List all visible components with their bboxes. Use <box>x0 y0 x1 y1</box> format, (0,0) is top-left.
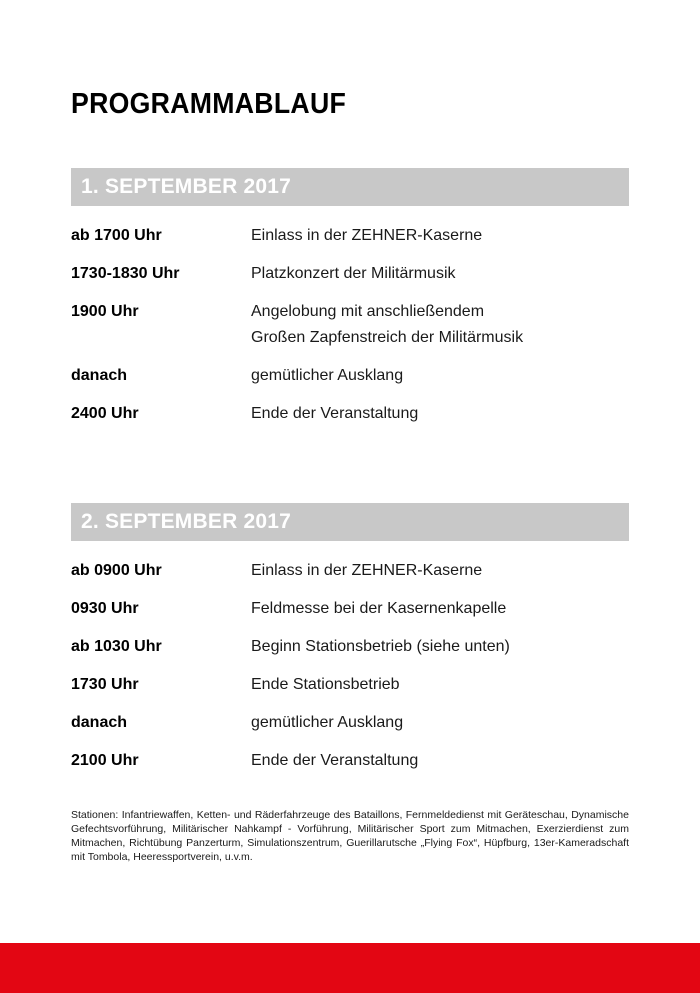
schedule-time: ab 0900 Uhr <box>71 562 162 579</box>
schedule-description <box>251 261 629 287</box>
description-line: Beginn Stationsbetrieb (siehe unten) <box>251 638 510 655</box>
day-section-1 <box>71 168 629 439</box>
schedule-time: 1730-1830 Uhr <box>71 265 180 282</box>
description-line: Angelobung mit anschließendem <box>251 303 485 320</box>
schedule-description <box>251 672 629 698</box>
schedule-time: danach <box>71 367 128 384</box>
schedule-row <box>71 634 629 660</box>
footer-bar <box>0 943 700 993</box>
description-line: Ende Stationsbetrieb <box>251 676 400 693</box>
schedule-row <box>71 223 629 249</box>
description-line: Ende der Veranstaltung <box>251 752 419 769</box>
day-section-2 <box>71 503 629 786</box>
description-line: Einlass in der ZEHNER-Kaserne <box>251 562 483 579</box>
schedule-description <box>251 596 629 622</box>
schedule-time: ab 1700 Uhr <box>71 227 162 244</box>
schedule-description <box>251 401 629 427</box>
schedule-time: 2400 Uhr <box>71 405 139 422</box>
schedule-row <box>71 672 629 698</box>
schedule-time: 0930 Uhr <box>71 600 139 617</box>
schedule-description <box>251 634 629 660</box>
stations-note: Stationen: Infantriewaffen, Ketten- und Räderfahrzeuge des Bataillons, Fernmeldedienst mit Geräteschau, Dynamische Gefechtsvorführung, Militärischer Nahkampf - Vorführung, Militärischer Sport zum Mitmachen, Exerzierdienst zum Mitmachen, Richtübung Panzerturm, Simulationszentrum, Guerillarutsche „Flying Fox“, Hüpfburg, 13er-Kameradschaft mit Tombola, Heeressportverein, u.v.m. <box>71 809 629 863</box>
description-line: gemütlicher Ausklang <box>251 367 404 384</box>
schedule-row <box>71 261 629 287</box>
schedule-description <box>251 223 629 249</box>
schedule-list <box>71 558 629 774</box>
schedule-description <box>251 748 629 774</box>
description-line: Platzkonzert der Militärmusik <box>251 265 456 282</box>
schedule-row <box>71 710 629 736</box>
schedule-description <box>251 299 629 351</box>
schedule-row <box>71 558 629 584</box>
schedule-time: 2100 Uhr <box>71 752 139 769</box>
description-line: Einlass in der ZEHNER-Kaserne <box>251 227 483 244</box>
schedule-time: danach <box>71 714 128 731</box>
schedule-time: 1730 Uhr <box>71 676 139 693</box>
page-title: PROGRAMMABLAUF <box>71 88 347 120</box>
day-header: 2. SEPTEMBER 2017 <box>71 503 629 541</box>
schedule-description <box>251 558 629 584</box>
schedule-row <box>71 401 629 427</box>
day-header: 1. SEPTEMBER 2017 <box>71 168 629 206</box>
schedule-row <box>71 363 629 389</box>
schedule-row <box>71 299 629 351</box>
schedule-list <box>71 223 629 427</box>
schedule-row <box>71 596 629 622</box>
schedule-time: 1900 Uhr <box>71 303 139 320</box>
schedule-description <box>251 710 629 736</box>
description-line: Feldmesse bei der Kasernenkapelle <box>251 600 507 617</box>
description-line: Ende der Veranstaltung <box>251 405 419 422</box>
schedule-time: ab 1030 Uhr <box>71 638 162 655</box>
schedule-row <box>71 748 629 774</box>
schedule-description <box>251 363 629 389</box>
description-line: gemütlicher Ausklang <box>251 714 404 731</box>
description-line: Großen Zapfenstreich der Militärmusik <box>251 329 524 346</box>
